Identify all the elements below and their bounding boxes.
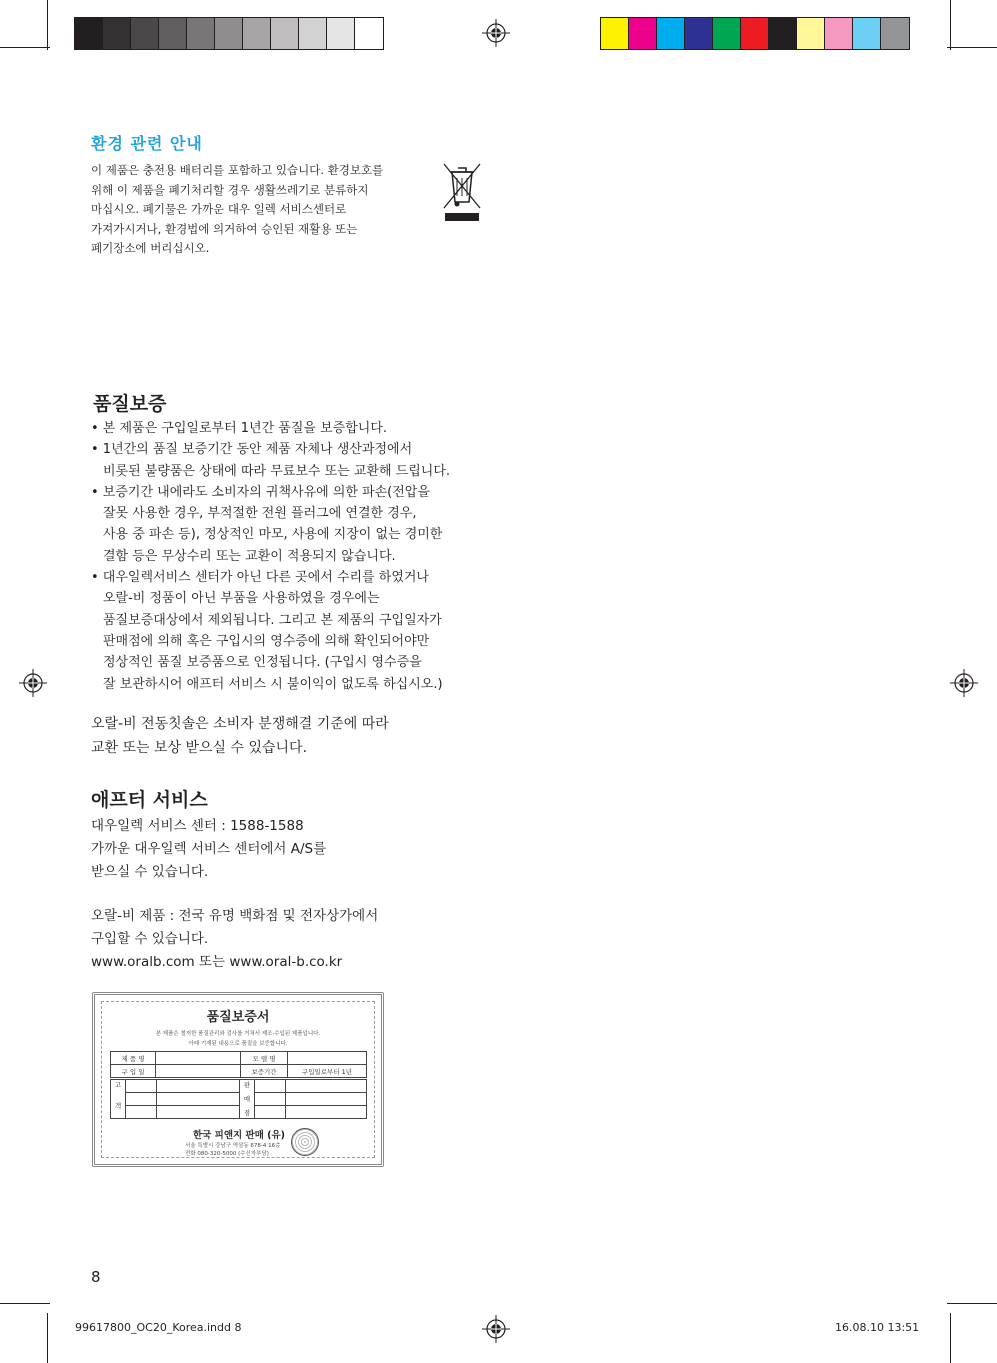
list-item-continued: 결함 등은 무상수리 또는 교환이 적용되지 않습니다. [103,548,396,564]
list-item: • 대우일렉서비스 센터가 아닌 다른 곳에서 수리를 하였거나 [91,570,429,586]
color-swatch [159,18,187,49]
footer-date: 16.08.10 13:51 [835,1321,920,1334]
card-phone: 전화 080-320-5000 (수신자부담) [185,1151,269,1157]
list-item-continued: 비롯된 불량품은 상태에 따라 무료보수 또는 교환해 드립니다. [103,463,451,479]
card-label-customer-2: 객 [114,1102,122,1110]
crop-mark [947,1303,997,1304]
list-item-continued: 품질보증대상에서 제외됩니다. 그리고 본 제품의 구입일자가 [103,612,442,628]
registration-mark-icon [949,668,979,698]
purchase-line: 구입할 수 있습니다. [91,931,209,947]
purchase-text [91,905,378,974]
list-item: • 보증기간 내에라도 소비자의 귀책사유에 의한 파손(전압을 [91,484,430,500]
card-label-model: 모 델 명 [241,1052,288,1065]
card-label-customer [111,1080,126,1119]
card-label-seller [240,1080,255,1119]
environment-line: 폐기장소에 버리십시오. [91,241,210,255]
color-swatch [881,18,909,49]
card-warranty-value: 구입일로부터 1년 [288,1065,367,1078]
list-item-continued: 잘 보관하시어 애프터 서비스 시 불이익이 없도록 하십시오.) [103,676,443,692]
list-item: • 본 제품은 구입일로부터 1년간 품질을 보증합니다. [91,421,388,436]
card-cell[interactable] [157,1106,240,1119]
color-swatch [103,18,131,49]
list-item-continued: 오랄-비 정품이 아닌 부품을 사용하였을 경우에는 [103,591,380,607]
card-field-purchase-date[interactable] [156,1065,241,1078]
warranty-card [92,992,384,1167]
list-item-continued: 사용 중 파손 등), 정상적인 마모, 사용에 지장이 없는 경미한 [103,527,443,543]
card-label-seller-1: 판 [243,1081,251,1089]
crop-mark [950,0,951,50]
card-title: 품질보증서 [206,1010,270,1025]
color-swatch [657,18,685,49]
card-cell[interactable] [126,1080,157,1093]
company-seal-icon [291,1128,319,1156]
color-swatch [187,18,215,49]
card-field-model[interactable] [288,1052,367,1065]
color-swatch [131,18,159,49]
card-subtitle: 아래 기재된 내용으로 품질을 보증합니다. [188,1041,288,1047]
after-service-text [91,815,326,884]
environment-line: 위해 이 제품을 폐기처리할 경우 생활쓰레기로 분류하지 [91,182,369,197]
color-swatch [243,18,271,49]
quality-list [91,418,450,695]
card-label-product: 제 품 명 [111,1052,156,1065]
card-address: 서울 특별시 강남구 역삼동 678-4 16층 [185,1143,281,1149]
list-item-continued: 잘못 사용한 경우, 부적절한 전원 플러그에 연결한 경우, [103,506,417,522]
color-swatch [825,18,853,49]
registration-mark-icon [481,18,511,48]
grayscale-color-bar [74,17,384,50]
toothbrush-note [91,712,389,760]
environment-line: 가져가시거나, 환경법에 의거하여 승인된 재활용 또는 [91,221,358,236]
quality-title: 품질보증 [93,393,167,415]
card-cell[interactable] [126,1093,157,1106]
list-item-continued: 정상적인 품질 보증품으로 인정됩니다. (구입시 영수증을 [103,655,422,671]
card-cell[interactable] [286,1106,367,1119]
card-cell[interactable] [126,1106,157,1119]
card-cell[interactable] [286,1093,367,1106]
color-swatch [685,18,713,49]
color-swatch [629,18,657,49]
crop-mark [0,47,50,48]
card-label-purchase-date: 구 입 일 [111,1065,156,1078]
list-item: • 1년간의 품질 보증기간 동안 제품 자체나 생산과정에서 [91,442,413,458]
environment-text [91,161,431,259]
environment-line: 마십시오. 폐기물은 가까운 대우 일렉 서비스센터로 [91,202,347,216]
crossed-out-wheelie-bin-icon [442,160,482,222]
purchase-line: 오랄-비 제품 : 전국 유명 백화점 및 전자상가에서 [91,908,379,924]
registration-mark-icon [481,1314,511,1344]
crop-mark [47,0,48,50]
website-links[interactable]: www.oralb.com 또는 www.oral-b.co.kr [91,954,343,970]
registration-mark-icon [18,668,48,698]
color-swatch [741,18,769,49]
card-label-warranty: 보증기간 [241,1065,288,1078]
crop-mark [950,1313,951,1363]
process-color-bar [600,17,910,50]
color-swatch [355,18,383,49]
card-cell[interactable] [157,1080,240,1093]
color-swatch [327,18,355,49]
toothbrush-note-line: 오랄-비 전동칫솔은 소비자 분쟁해결 기준에 따라 [91,716,389,732]
card-cell[interactable] [157,1093,240,1106]
crop-mark [47,1313,48,1363]
environment-title: 환경 관련 안내 [91,134,203,153]
toothbrush-note-line: 교환 또는 보상 받으실 수 있습니다. [91,740,308,756]
crop-mark [947,47,997,48]
color-swatch [299,18,327,49]
card-table [110,1051,367,1078]
card-label-customer-1: 고 [114,1081,122,1089]
environment-line: 이 제품은 충전용 배터리를 포함하고 있습니다. 환경보호를 [91,163,384,177]
card-cell[interactable] [255,1080,286,1093]
after-service-line: 받으실 수 있습니다. [91,864,209,880]
list-item-continued: 판매점에 의해 혹은 구입시의 영수증에 의해 확인되어야만 [103,633,430,649]
card-company: 한국 피앤지 판매 (유) [193,1130,286,1141]
after-service-line: 대우일렉 서비스 센터 : 1588-1588 [91,818,304,834]
card-subtitle: 본 제품은 철저한 품질관리와 검사를 거쳐서 제조·수입된 제품입니다. [155,1031,321,1037]
color-swatch [713,18,741,49]
color-swatch [271,18,299,49]
color-swatch [769,18,797,49]
card-cell[interactable] [255,1093,286,1106]
color-swatch [601,18,629,49]
crop-mark [0,1303,50,1304]
card-table-customer [110,1079,367,1119]
card-label-seller-3: 점 [243,1109,251,1117]
card-cell[interactable] [286,1080,367,1093]
color-swatch [797,18,825,49]
card-field-product[interactable] [156,1052,241,1065]
color-swatch [75,18,103,49]
color-swatch [215,18,243,49]
card-label-seller-2: 매 [243,1095,251,1103]
color-swatch [853,18,881,49]
footer-filename: 99617800_OC20_Korea.indd 8 [75,1321,242,1334]
page-number: 8 [91,1268,101,1286]
card-cell[interactable] [255,1106,286,1119]
after-service-title: 애프터 서비스 [91,789,208,811]
after-service-line: 가까운 대우일렉 서비스 센터에서 A/S를 [91,841,327,857]
